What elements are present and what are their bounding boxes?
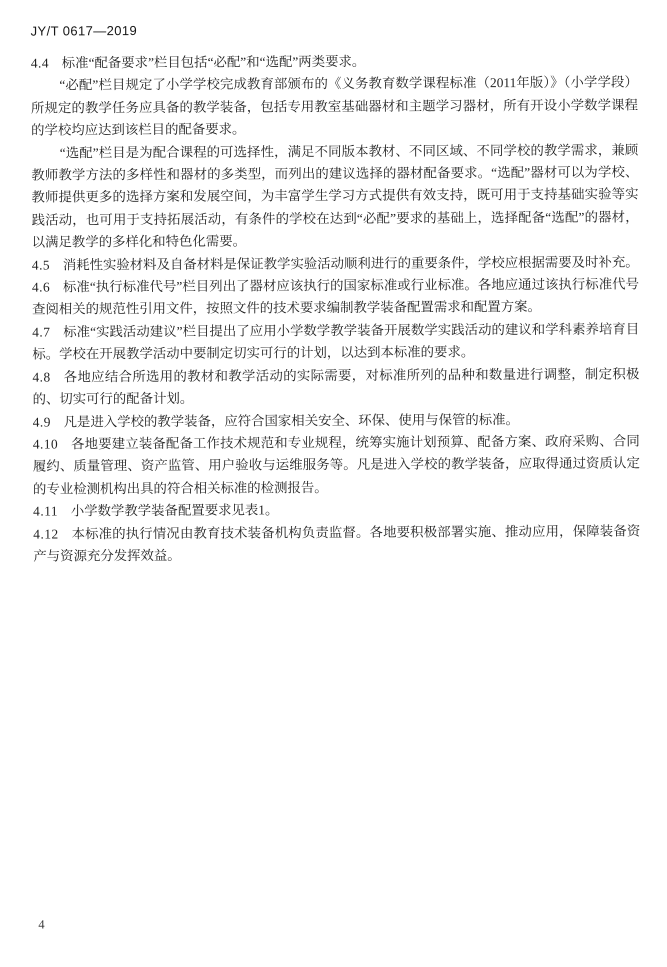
clause-text: 标准“配备要求”栏目包括“必配”和“选配”两类要求。 xyxy=(61,53,366,71)
clause-number: 4.8 xyxy=(32,369,51,385)
clause-text: 标准“执行标准代号”栏目列出了器材应该执行的国家标准或行业标准。各地应通过该执行标准代号查阅相关的规范性引用文件，按照文件的技术要求编制教学装备配置需求和配置方案。 xyxy=(32,276,639,318)
clause-4-4-sub-xuanpei xyxy=(31,139,639,254)
clause-number: 4.9 xyxy=(32,413,51,430)
clause-text: 本标准的执行情况由教育技术装备机构负责监督。各地要积极部署实施、推动应用，保障装备资产与资源充分发挥效益。 xyxy=(33,522,641,564)
clause-4-4-sub-bipei xyxy=(31,72,638,142)
document-body xyxy=(31,49,641,568)
clause-number: 4.10 xyxy=(32,436,59,452)
clause-4-5 xyxy=(32,251,639,277)
clause-text: “必配”栏目规定了小学学校完成教育部颁布的《义务教育数学课程标准（2011年版）》（小学学段）所规定的教学任务应具备的教学装备，包括专用教室基础器材和主题学习器材，所有开设小学数学课程的学校均应达到该栏目的配备要求。 xyxy=(30,74,639,138)
clause-text: 消耗性实验材料及自备材料是保证教学实验活动顺利进行的重要条件，学校应根据需要及时补充。 xyxy=(62,254,639,273)
clause-4-9 xyxy=(33,408,640,434)
standard-code-header: JY/T 0617—2019 xyxy=(30,23,138,39)
clause-4-7 xyxy=(32,318,639,366)
clause-number: 4.6 xyxy=(31,279,51,295)
clause-4-12 xyxy=(33,520,640,568)
clause-4-11 xyxy=(33,498,640,524)
clause-text: “选配”栏目是为配合课程的可选择性，满足不同版本教材、不同区域、不同学校的教学需求，兼顾教师教学方法的多样性和器材的多类型，而列出的建议选择的器材配备要求。“选配”器材可以为学校、教师提供更多的选择方案和发展空间，为丰富学生学习方式提供有效支持，既可用于支持基础实验等实践活动，也可用于支持拓展活动，有条件的学校在达到“必配”要求的基础上，选择配备“选配”的器材，以满足教学的多样化和特色化需要。 xyxy=(31,142,639,250)
page-number: 4 xyxy=(38,917,45,932)
clause-text: 凡是进入学校的教学装备，应符合国家相关安全、环保、使用与保管的标准。 xyxy=(63,411,519,429)
clause-text: 各地应结合所选用的教材和教学活动的实际需要，对标准所列的品种和数量进行调整，制定积极的、切实可行的配备计划。 xyxy=(32,366,640,407)
clause-number: 4.5 xyxy=(31,257,51,273)
clause-4-6 xyxy=(32,273,639,321)
clause-text: 小学数学教学装备配置要求见表1。 xyxy=(70,502,279,519)
clause-text: 各地要建立装备配备工作技术规范和专业规程，统筹实施计划预算、配备方案、政府采购、合同履约、质量管理、资产监管、用户验收与运维服务等。凡是进入学校的教学装备，应取得通过资质认定的专业检测机构出具的符合相关标准的检测报告。 xyxy=(32,433,640,497)
clause-text: 标准“实践活动建议”栏目提出了应用小学数学教学装备开展数学实践活动的建议和学科素养培育目标。学校在开展教学活动中要制定切实可行的计划，以达到本标准的要求。 xyxy=(32,321,640,362)
clause-number: 4.12 xyxy=(33,525,59,542)
clause-4-10 xyxy=(33,430,640,500)
clause-4-4 xyxy=(31,49,638,75)
clause-number: 4.7 xyxy=(32,324,51,340)
clause-number: 4.4 xyxy=(30,55,50,71)
clause-number: 4.11 xyxy=(33,503,59,519)
clause-4-8 xyxy=(32,363,639,411)
